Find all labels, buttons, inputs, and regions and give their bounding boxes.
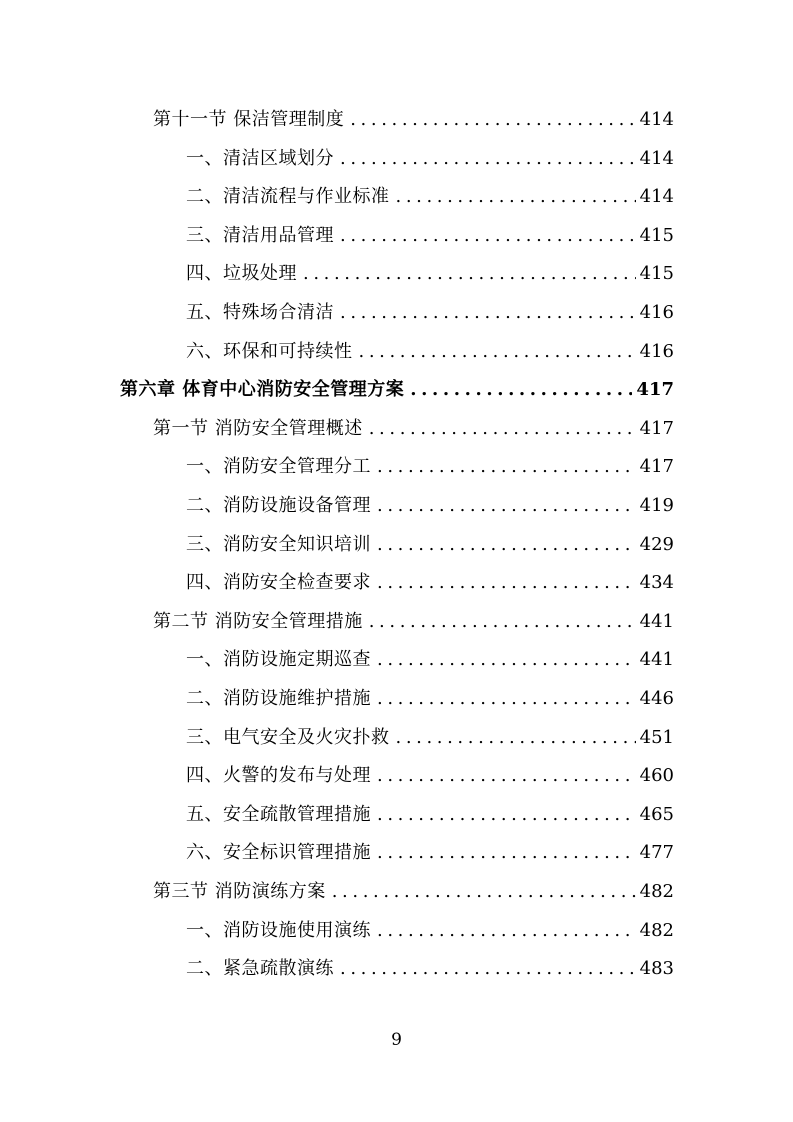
toc-dot-leader [340,950,636,988]
toc-entry-title: 五、安全疏散管理措施 [186,803,371,825]
toc-entry-title: 第六章 体育中心消防安全管理方案 [120,379,405,401]
toc-entry[interactable] [186,333,674,371]
toc-entry[interactable] [186,255,674,293]
page-number: 9 [391,1030,402,1050]
toc-entry-page: 415 [639,224,674,246]
toc-entry-title: 四、火警的发布与处理 [186,765,371,787]
toc-entry-title: 一、消防安全管理分工 [186,456,371,478]
toc-entry-title: 二、消防设施维护措施 [186,688,371,709]
toc-dot-leader [377,564,636,602]
toc-dot-leader [332,873,636,911]
toc-entry[interactable] [186,757,674,795]
toc-entry-page: 434 [639,572,674,594]
toc-chapter-entry[interactable] [120,371,674,409]
toc-dot-leader [369,410,636,448]
toc-entry-page: 414 [639,109,674,130]
toc-dot-leader [369,603,636,641]
toc-dot-leader [340,294,636,332]
toc-entry-title: 四、消防安全检查要求 [186,572,371,594]
toc-entry[interactable] [186,217,674,255]
toc-entry-page: 477 [639,842,674,864]
toc-entry-page: 414 [639,186,674,208]
toc-entry-page: 416 [639,302,674,323]
toc-entry[interactable] [186,487,674,525]
toc-entry-page: 417 [639,456,674,478]
toc-entry-page: 441 [639,610,674,632]
toc-entry-page: 483 [639,958,674,980]
toc-entry[interactable] [153,101,674,139]
toc-entry-title: 二、消防设施设备管理 [186,495,371,516]
toc-dot-leader [340,140,636,178]
toc-entry[interactable] [186,526,674,564]
toc-entry-page: 465 [639,803,674,825]
toc-entry-title: 三、消防安全知识培训 [186,533,371,555]
toc-entry-title: 二、清洁流程与作业标准 [186,186,390,208]
toc-entry-page: 441 [639,649,674,671]
toc-dot-leader [377,526,636,564]
toc-entry[interactable] [186,564,674,602]
toc-entry-title: 一、清洁区域划分 [186,147,334,169]
toc-dot-leader [359,333,636,371]
toc-dot-leader [377,448,636,486]
toc-entry-page: 415 [639,263,674,285]
toc-entry-page: 419 [639,495,674,516]
toc-dot-leader [350,101,635,139]
toc-entry[interactable] [186,178,674,216]
toc-entry-page: 482 [639,881,674,902]
toc-entry-title: 六、安全标识管理措施 [186,842,371,864]
toc-dot-leader [340,217,636,255]
toc-entry-page: 414 [639,147,674,169]
toc-dot-leader [377,796,636,834]
toc-dot-leader [377,487,636,525]
toc-entry-page: 417 [639,417,674,439]
toc-entry-page: 482 [639,919,674,941]
toc-dot-leader [410,371,632,409]
toc-entry-title: 一、消防设施定期巡查 [186,649,371,671]
toc-entry[interactable] [186,680,674,718]
toc-dot-leader [396,719,636,757]
toc-entry[interactable] [186,796,674,834]
toc-entry[interactable] [153,410,674,448]
toc-entry-page: 417 [636,379,674,401]
toc-entry-title: 第一节 消防安全管理概述 [153,417,363,439]
toc-entry-title: 第十一节 保洁管理制度 [153,109,345,130]
toc-entry[interactable] [186,950,674,988]
toc-entry-title: 二、紧急疏散演练 [186,958,334,980]
toc-entry-title: 第二节 消防安全管理措施 [153,610,363,632]
toc-entry-title: 三、电气安全及火灾扑救 [186,726,390,748]
toc-dot-leader [377,680,636,718]
toc-entry-page: 416 [639,340,674,362]
toc-entry-title: 五、特殊场合清洁 [186,302,334,323]
toc-entry-page: 429 [639,533,674,555]
toc-dot-leader [377,912,636,950]
toc-entry[interactable] [186,641,674,679]
toc-entry-title: 三、清洁用品管理 [186,224,334,246]
toc-entry-title: 第三节 消防演练方案 [153,881,326,902]
toc-entry[interactable] [186,294,674,332]
toc-entry[interactable] [153,603,674,641]
toc-entry[interactable] [186,912,674,950]
toc-dot-leader [396,178,636,216]
toc-entry[interactable] [186,719,674,757]
toc-entry[interactable] [186,834,674,872]
toc-dot-leader [377,757,636,795]
toc-entry[interactable] [153,873,674,911]
toc-dot-leader [303,255,636,293]
toc-entry-page: 451 [639,726,674,748]
toc-dot-leader [377,834,636,872]
toc-entry-page: 446 [639,688,674,709]
toc-entry-title: 一、消防设施使用演练 [186,919,371,941]
toc-entry-title: 六、环保和可持续性 [186,340,353,362]
toc-entry-title: 四、垃圾处理 [186,263,297,285]
toc-entry[interactable] [186,448,674,486]
toc-dot-leader [377,641,636,679]
toc-entry[interactable] [186,140,674,178]
toc-entry-page: 460 [639,765,674,787]
